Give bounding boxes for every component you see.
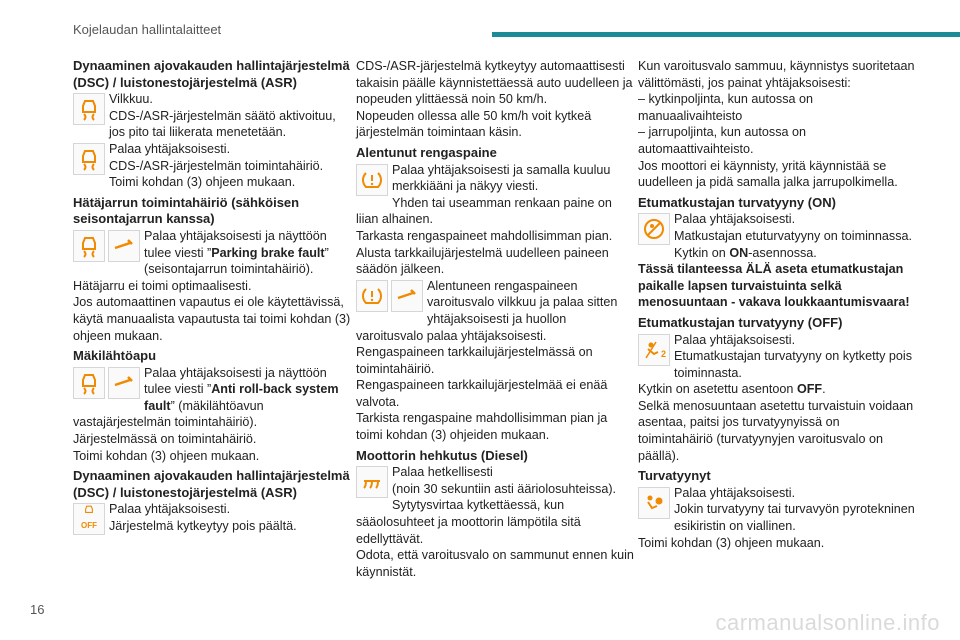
airbag-off-text-1: Palaa yhtäjaksoisesti. [674, 332, 796, 347]
icon-group-tyre-pressure-fault [356, 280, 423, 312]
tyre-pressure-text-4: Alusta tarkkailujärjestelmä uudelleen paineen säädön jälkeen. [356, 245, 609, 277]
glow-plug-icon [356, 466, 388, 498]
page-number: 16 [30, 602, 45, 617]
icon-group-airbags [638, 487, 670, 519]
column-1 [73, 58, 351, 535]
start-text-2: – kytkinpoljinta, kun autossa on manuaalivaihteisto [638, 92, 814, 123]
wrench-icon [108, 367, 140, 399]
column-2 [356, 58, 634, 580]
airbag-on-text-3: Kytkin on ON-asennossa. [674, 245, 817, 260]
airbags-text-2: Jokin turvatyyny tai turvavyön pyrotekninen esikiristin on viallinen. [674, 502, 915, 534]
dsc-fault-action: Toimi kohdan (3) ohjeen mukaan. [109, 175, 296, 190]
tyre-pressure-text-2: Yhden tai useamman renkaan paine on liian alhainen. [356, 195, 612, 227]
tyre-pressure-text-3: Tarkasta rengaspaineet mahdollisimman pian. [356, 228, 613, 243]
glow-plug-text-3: Sytytysvirtaa kytkettäessä, kun sääolosuhteet ja moottorin lämpötila sitä edellyttävät. [356, 498, 581, 546]
section-title-airbag-on: Etumatkustajan turvatyyny (ON) [638, 194, 836, 210]
tyre-pressure-icon [356, 164, 388, 196]
header-accent-bar [492, 32, 960, 37]
airbags-text-3: Toimi kohdan (3) ohjeen mukaan. [638, 535, 825, 550]
airbag-off-text-2: Etumatkustajan turvatyyny on kytketty pois toiminnasta. [674, 349, 912, 380]
off-label: OFF [81, 520, 97, 530]
emergency-brake-text-1: Palaa yhtäjaksoisesti ja näyttöön tulee viesti ”Parking brake fault” (seisontajarrun toimintahäiriö). [144, 228, 329, 277]
skid-car-icon [73, 230, 105, 262]
skid-car-off-icon [73, 503, 105, 535]
airbag-on-warning: Tässä tilanteessa ÄLÄ aseta etumatkustajan paikalle lapsen turvaistuinta selkä menosuuntaan - vakava loukkaantumisvaara! [638, 262, 910, 310]
section-title-glow-plug: Moottorin hehkutus (Diesel) [356, 447, 528, 463]
watermark: carmanualsonline.info [715, 610, 940, 635]
section-title-dsc-off: Dynaaminen ajovakauden hallintajärjestelmä (DSC) / luistonestojärjestelmä (ASR) [73, 468, 350, 500]
icon-group-hill-start [73, 367, 140, 399]
airbag-crossed-icon [638, 213, 670, 245]
icon-group-dsc [73, 93, 105, 125]
tyre-pressure-text-6: Rengaspaineen tarkkailujärjestelmässä on toimintahäiriö. [356, 345, 593, 376]
dsc-off-status: Palaa yhtäjaksoisesti. [109, 502, 231, 517]
dsc-fault-status: Palaa yhtäjaksoisesti. [109, 141, 231, 156]
tyre-pressure-icon [356, 280, 388, 312]
airbag-icon [638, 487, 670, 519]
glow-plug-text-1: Palaa hetkellisesti [392, 465, 493, 480]
icon-group-airbag-on [638, 213, 670, 245]
glow-plug-text-4: Odota, että varoitusvalo on sammunut ennen kuin käynnistät. [356, 548, 634, 579]
header-title: Kojelaudan hallintalaitteet [73, 22, 222, 37]
hill-start-text-3: Toimi kohdan (3) ohjeen mukaan. [73, 448, 260, 463]
dsc-auto-reenable-text: CDS-/ASR-järjestelmä kytkeytyy automaattisesti takaisin päälle käynnistettäessä auto uudelleen ja nopeuden ylittäessä noin 50 km/h. [356, 59, 633, 107]
start-text-1: Kun varoitusvalo sammuu, käynnistys suoritetaan välittömästi, jos painat yhtäjaksoisesti: [638, 59, 915, 90]
start-text-4: Jos moottori ei käynnisty, yritä käynnistää se uudelleen ja pidä samalla jalka jarrupolkimella. [638, 158, 898, 190]
dsc-status-blinking: Vilkkuu. [109, 92, 153, 107]
hill-start-text-2: Järjestelmässä on toimintahäiriö. [73, 432, 257, 447]
airbag-off-icon-label: 2 [660, 348, 666, 359]
section-title-tyre-pressure: Alentunut rengaspaine [356, 144, 497, 160]
skid-car-icon [73, 143, 105, 175]
skid-car-icon [73, 367, 105, 399]
column-3 [638, 58, 916, 551]
section-title-emergency-brake: Hätäjarrun toimintahäiriö (sähköisen seisontajarrun kanssa) [73, 194, 300, 227]
emergency-brake-text-2: Hätäjarru ei toimi optimaalisesti. [73, 278, 252, 293]
airbag-off-text-3: Kytkin on asetettu asentoon OFF. [638, 382, 826, 397]
airbag-off-text-4: Selkä menosuuntaan asetettu turvaistuin voidaan asentaa, paitsi jos turvatyynyissä on toimintahäiriö (turvatyynyjen varoitusvalo on päällä). [638, 398, 914, 463]
emergency-brake-text-3: Jos automaattinen vapautus ei ole käytettävissä, käytä manuaalista vapautusta tai toimi kohdan (3) ohjeen mukaan. [73, 295, 351, 343]
dsc-off-description: Järjestelmä kytkeytyy pois päältä. [109, 519, 297, 534]
hill-start-text-1: Palaa yhtäjaksoisesti ja näyttöön tulee viesti ”Anti roll-back system fault” (mäkilähtöavun vastajärjestelmän toimintahäiriö). [73, 365, 339, 430]
section-title-airbag-off: Etumatkustajan turvatyyny (OFF) [638, 314, 843, 330]
dsc-fault-description: CDS-/ASR-järjestelmän toimintahäiriö. [109, 158, 324, 173]
icon-group-emergency-brake [73, 230, 140, 262]
icon-group-tyre-pressure [356, 164, 388, 196]
airbag-on-text-2: Matkustajan etuturvatyyny on toiminnassa. [674, 228, 913, 243]
wrench-icon [108, 230, 140, 262]
section-title-airbags: Turvatyynyt [638, 468, 711, 484]
dsc-description: CDS-/ASR-järjestelmän säätö aktivoituu, jos pito tai liikerata menetetään. [109, 108, 336, 140]
icon-group-dsc-fault [73, 143, 105, 175]
icon-group-dsc-off [73, 503, 105, 535]
skid-car-icon [73, 93, 105, 125]
wrench-icon [391, 280, 423, 312]
airbags-text-1: Palaa yhtäjaksoisesti. [674, 485, 796, 500]
icon-group-glow-plug [356, 466, 388, 498]
tyre-pressure-text-7: Rengaspaineen tarkkailujärjestelmää ei enää valvota. [356, 378, 608, 409]
glow-plug-text-2: (noin 30 sekuntiin asti ääriolosuhteissa). [392, 481, 617, 496]
tyre-pressure-text-5: Alentuneen rengaspaineen varoitusvalo vilkkuu ja palaa sitten yhtäjaksoisesti ja huollon varoitusvalo palaa yhtäjaksoisesti. [356, 278, 618, 343]
section-title-hill-start: Mäkilähtöapu [73, 348, 157, 364]
icon-group-airbag-off [638, 334, 670, 366]
airbag-off-icon [638, 334, 670, 366]
airbag-on-text-1: Palaa yhtäjaksoisesti. [674, 212, 796, 227]
dsc-manual-text: Nopeuden ollessa alle 50 km/h voit kytkeä järjestelmän toimintaan käsin. [356, 108, 592, 140]
start-text-3: – jarrupoljinta, kun autossa on automaattivaihteisto. [638, 125, 807, 156]
section-title-dsc: Dynaaminen ajovakauden hallintajärjestelmä (DSC) / luistonestojärjestelmä (ASR) [73, 58, 350, 90]
tyre-pressure-text-1: Palaa yhtäjaksoisesti ja samalla kuuluu merkkiääni ja näkyy viesti. [392, 162, 611, 194]
tyre-pressure-text-8: Tarkista rengaspaine mahdollisimman pian ja toimi kohdan (3) ohjeiden mukaan. [356, 411, 608, 443]
